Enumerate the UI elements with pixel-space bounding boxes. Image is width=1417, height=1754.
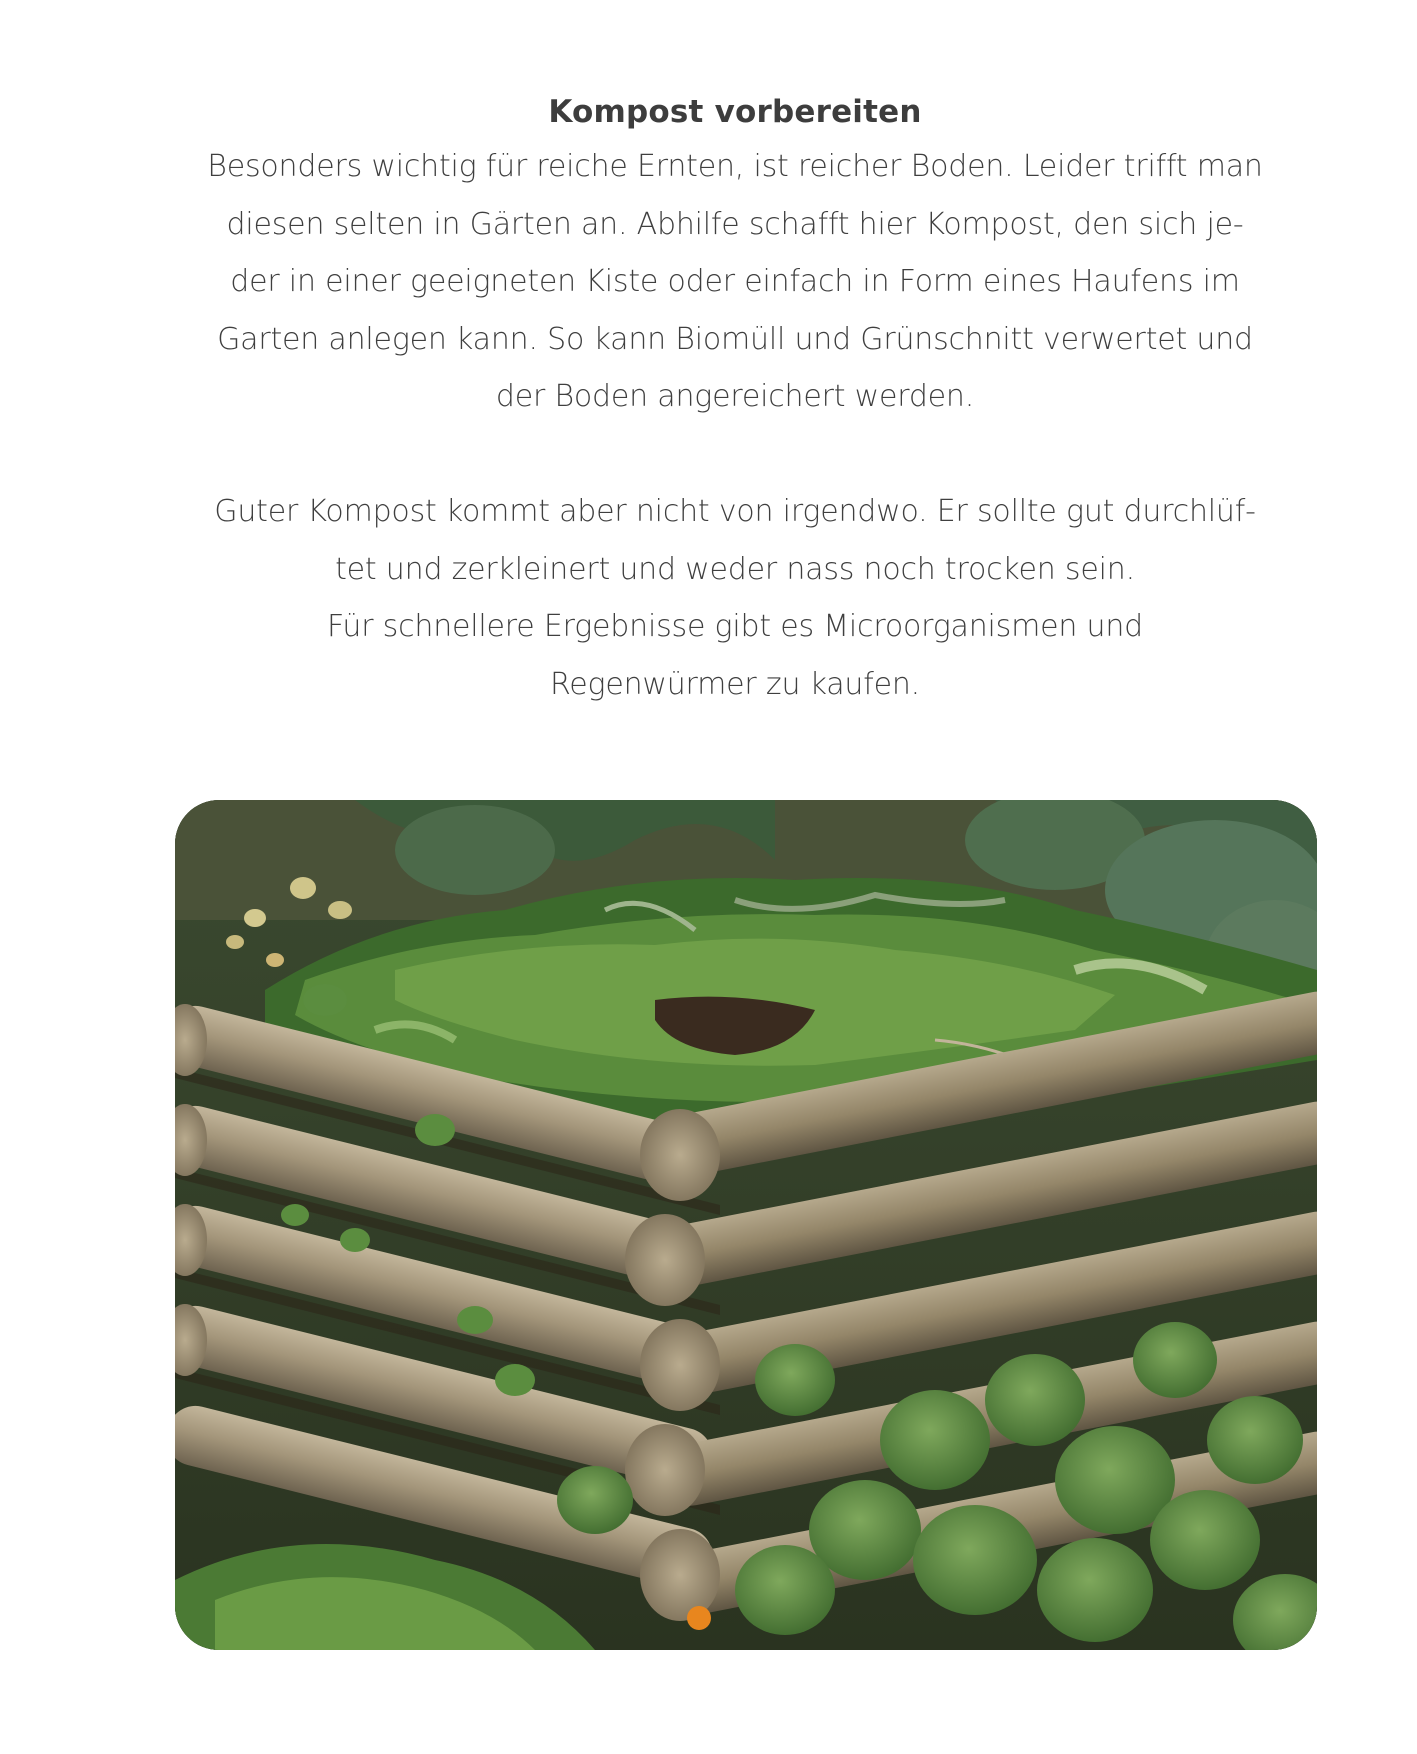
paragraph-line: Für schnellere Ergebnisse gibt es Microorganismen und [326,609,1144,644]
paragraph-2 [180,483,1290,713]
paragraph-line: Regenwürmer zu kaufen. [549,666,921,702]
paragraph-1 [180,138,1290,426]
compost-bin-photo [175,800,1317,1650]
paragraph-spacer [180,426,1290,484]
paragraph-line: der in einer geeigneten Kiste oder einfach in Form eines Haufens im [230,264,1240,299]
paragraph-line: diesen selten in Gärten an. Abhilfe schafft hier Kompost, den sich je- [226,206,1244,242]
paragraph-line: tet und zerkleinert und weder nass noch trocken sein. [335,551,1135,587]
paragraph-line: Besonders wichtig für reiche Ernten, ist reicher Boden. Leider trifft man [207,149,1263,184]
paragraph-line: Guter Kompost kommt aber nicht von irgendwo. Er sollte gut durchlüf- [214,494,1256,529]
paragraph-line: Garten anlegen kann. So kann Biomüll und Grünschnitt verwertet und [217,321,1253,357]
section-heading: Kompost vorbereiten [548,94,922,130]
paragraph-line: der Boden angereichert werden. [495,379,975,414]
article-text [180,86,1290,713]
